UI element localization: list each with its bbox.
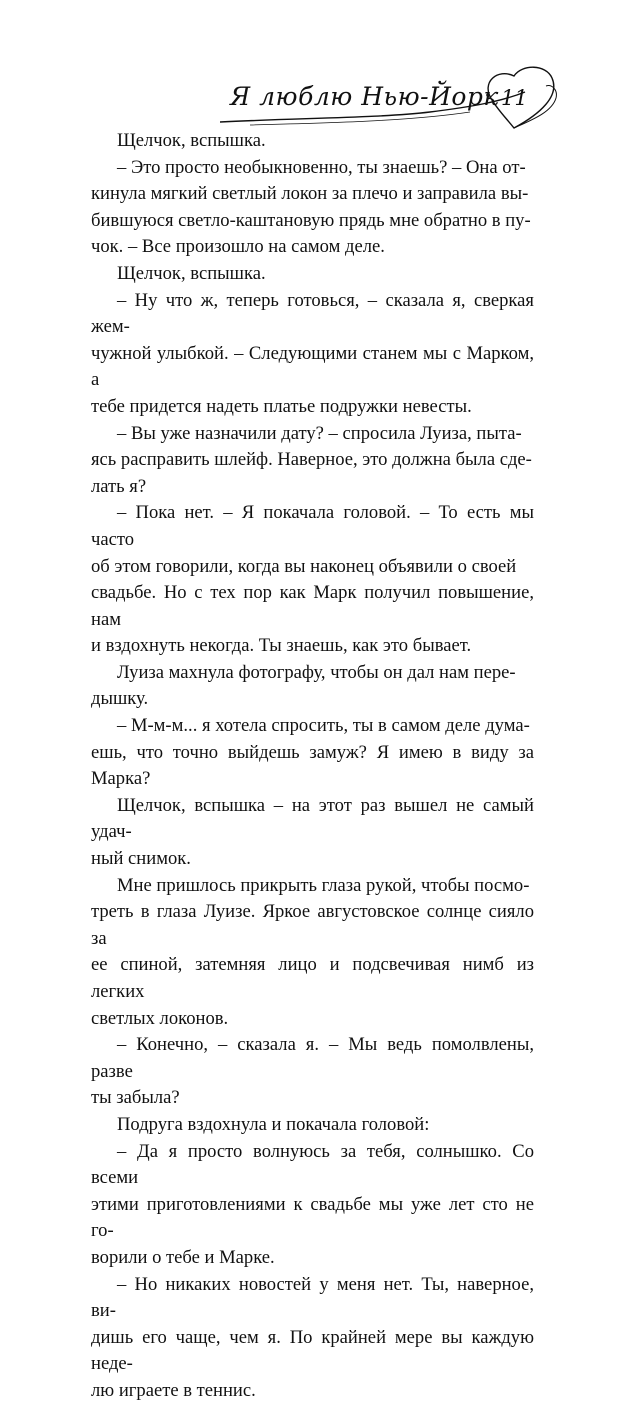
page-number: 11 [501,86,528,110]
paragraph: – Да я просто волнуюсь за тебя, солнышко. Со всеми этими приготовлениями к свадьбе мы уже лет сто не го- ворили о тебе и Марке. [91,1140,534,1268]
running-header [180,62,580,138]
body-text [91,128,534,1405]
paragraph: – Вы уже назначили дату? – спросила Луиза, пыта- ясь расправить шлейф. Наверное, это должна была сде- лать я? [91,422,532,497]
paragraph: Щелчок, вспышка – на этот раз вышел не самый удач- ный снимок. [91,794,534,870]
paragraph: – Конечно, – сказала я. – Мы ведь помолвлены, разве ты забыла? [91,1034,534,1109]
header-book-title: Я люблю Нью-Йорк [230,82,499,111]
paragraph: Щелчок, вспышка. [117,262,266,284]
paragraph: – Ну что ж, теперь готовься, – сказала я, сверкая жем- чужной улыбкой. – Следующими станем мы с Марком, а тебе придется надеть платье подружки невесты. [91,289,534,417]
paragraph: – М-м-м... я хотела спросить, ты в самом деле дума- ешь, что точно выйдешь замуж? Я имею в виду за Марка? [91,715,534,790]
paragraph: Мне пришлось прикрыть глаза рукой, чтобы посмо- треть в глаза Луизе. Яркое августовское солнце сияло за ее спиной, затемняя лицо и подсвечивая нимб из легких светлых локонов. [91,874,534,1029]
paragraph: – Но никаких новостей у меня нет. Ты, наверное, ви- дишь его чаще, чем я. По крайней мере вы каждую неде- лю играете в теннис. [91,1273,534,1401]
paragraph: – Это просто необыкновенно, ты знаешь? – Она от- кинула мягкий светлый локон за плечо и заправила вы- бившуюся светло-каштановую прядь мне обратно в пу- чок. – Все произошло на самом деле. [91,156,531,258]
paragraph: – Пока нет. – Я покачала головой. – То есть мы часто об этом говорили, когда вы наконец объявили о своей свадьбе. Но с тех пор как Марк получил повышение, нам и вздохнуть некогда. Ты знаешь, как это бывает. [91,502,534,657]
paragraph: Щелчок, вспышка. [117,130,266,151]
paragraph: Подруга вздохнула и покачала головой: [117,1113,430,1135]
paragraph: Луиза махнула фотографу, чтобы он дал нам пере- дышку. [91,661,516,710]
